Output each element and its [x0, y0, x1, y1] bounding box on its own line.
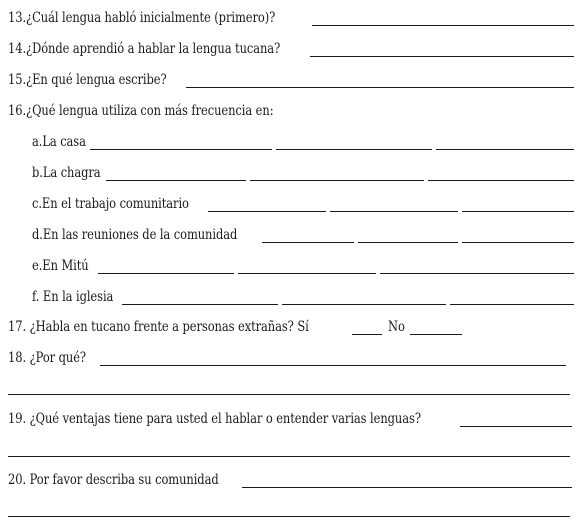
question-18-text: 18. ¿Por qué?	[8, 350, 87, 366]
question-18-answer-line[interactable]	[100, 365, 566, 366]
question-20-text: 20. Por favor describa su comunidad	[8, 472, 219, 488]
question-13-text: 13.¿Cuál lengua habló inicialmente (primero)?	[8, 10, 276, 26]
question-20-extra-line[interactable]	[8, 516, 570, 517]
question-15-answer-line[interactable]	[186, 87, 574, 88]
question-16-item-c-text: c.En el trabajo comunitario	[32, 196, 189, 212]
question-16-item-e-blank-2[interactable]	[238, 273, 376, 274]
question-18-extra-line[interactable]	[8, 394, 570, 395]
question-19-extra-line[interactable]	[8, 456, 570, 457]
question-16	[8, 101, 578, 121]
question-16-item-e-text: e.En Mitú	[32, 258, 89, 274]
question-17-no-label: No	[388, 319, 405, 335]
question-19-answer-line[interactable]	[460, 426, 572, 427]
question-17-text: 17. ¿Habla en tucano frente a personas extrañas? Sí	[8, 319, 309, 335]
question-16-item-e-blank-3[interactable]	[380, 273, 574, 274]
question-16-item-e-blank-1[interactable]	[98, 273, 234, 274]
question-14-text: 14.¿Dónde aprendió a hablar la lengua tucana?	[8, 41, 281, 57]
question-17	[8, 317, 578, 337]
question-17-no-blank[interactable]	[410, 334, 462, 335]
question-16-item-b-blank-2[interactable]	[250, 180, 424, 181]
question-16-item-b-blank-3[interactable]	[428, 180, 574, 181]
question-16-item-a-blank-1[interactable]	[90, 149, 272, 150]
question-16-item-c-blank-2[interactable]	[330, 211, 458, 212]
question-14-answer-line[interactable]	[310, 56, 574, 57]
question-16-item-f	[32, 287, 578, 307]
question-14	[8, 39, 578, 59]
question-16-item-f-text: f. En la iglesia	[32, 289, 114, 305]
question-17-yes-blank[interactable]	[352, 334, 382, 335]
question-16-item-a-blank-2[interactable]	[276, 149, 432, 150]
question-20-answer-line[interactable]	[242, 487, 572, 488]
question-16-item-a-text: a.La casa	[32, 134, 86, 150]
question-16-item-a-blank-3[interactable]	[436, 149, 574, 150]
question-16-item-e	[32, 256, 578, 276]
question-16-item-d-blank-2[interactable]	[358, 242, 458, 243]
question-16-item-c-blank-1[interactable]	[208, 211, 326, 212]
question-16-item-b-blank-1[interactable]	[106, 180, 246, 181]
question-16-item-b-text: b.La chagra	[32, 165, 101, 181]
question-16-item-b	[32, 163, 578, 183]
question-16-item-d-blank-1[interactable]	[262, 242, 354, 243]
question-19	[8, 409, 578, 429]
question-20	[8, 470, 578, 490]
question-16-item-a	[32, 132, 578, 152]
question-16-item-c-blank-3[interactable]	[462, 211, 574, 212]
question-19-text: 19. ¿Qué ventajas tiene para usted el hablar o entender varias lenguas?	[8, 411, 421, 427]
question-16-item-f-blank-1[interactable]	[122, 304, 278, 305]
question-16-item-f-blank-2[interactable]	[282, 304, 446, 305]
question-18	[8, 348, 578, 368]
question-16-item-d-blank-3[interactable]	[462, 242, 574, 243]
question-16-item-d	[32, 225, 578, 245]
question-16-text: 16.¿Qué lengua utiliza con más frecuencia en:	[8, 103, 274, 119]
question-15-text: 15.¿En qué lengua escribe?	[8, 72, 167, 88]
question-13	[8, 8, 578, 28]
question-13-answer-line[interactable]	[312, 25, 574, 26]
question-15	[8, 70, 578, 90]
question-16-item-d-text: d.En las reuniones de la comunidad	[32, 227, 238, 243]
question-16-item-c	[32, 194, 578, 214]
question-16-item-f-blank-3[interactable]	[450, 304, 574, 305]
